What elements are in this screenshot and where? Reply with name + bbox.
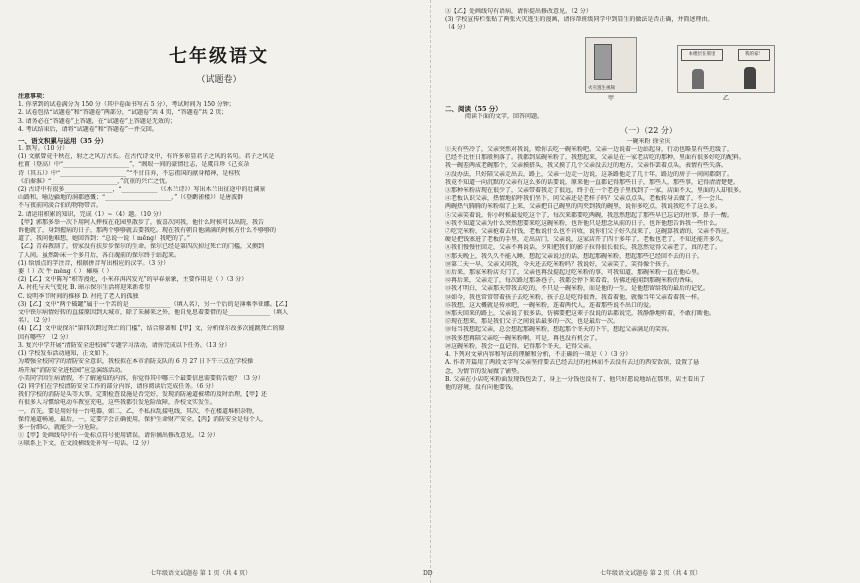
text-line: 2. 请运用积累的知识，完成（1）~（4）题。（10 分） [18, 210, 165, 218]
text-line: (2) 古诗中有很多________________，“____________（《木兰诗》）写出木兰出征途中的壮阔景 [18, 186, 266, 194]
person-icon [744, 67, 756, 89]
text-line: （4 分） [445, 24, 469, 32]
notice-list [18, 101, 420, 134]
text-line: (3)【乙】文中“两个破罐”属于一个苦的是______________（填人名），另一个后的是薄乘李亚娜。【乙】 [18, 300, 291, 308]
notice-title: 注意事项： [18, 93, 49, 100]
text-line: 道了，我问他难想，她回答到：“总说一说（ mēng）我吧的了。” [18, 235, 190, 243]
right-page [430, 0, 860, 583]
text-line: 1. 默写。（10 分） [18, 145, 69, 153]
text-line: (3) 学校宣传栏张贴了两张火灾逃生的漫画，请你帮班级同学中到显生的做法是否正确，并简述理由。 [445, 16, 714, 24]
text-line: ④老板认识父亲，热情地招呼我们坐下，问父亲还是老样子吗？父亲点点头，老板转身去做了，不一会儿， [445, 195, 728, 203]
text-line: (2) 同学们在学校清防安全工作的部分内容，请你阅读后完成任务。（6 分） [18, 382, 218, 390]
text-line: ⑯那天回来的路上，父亲说了很多话，仿佛要把这辈子没说的话都说完，我静静地听着，不敢打断他。 [445, 310, 716, 318]
text-line: (4)【乙】文中说保尔“第四次跨过死亡的门槛”，结合原著和【甲】文，分析保尔改多次能跳死亡的原 [18, 325, 285, 333]
comic-image-jia [585, 37, 637, 93]
text-line: ⑩第二天一早，父亲又问我，今天还去吃米粉吗？我说好，父亲笑了，笑得像个孩子。 [445, 260, 674, 268]
notice-item: 4. 考试结束后，请将“试题卷”和“答题卷”一并交回。 [18, 125, 158, 133]
text-line: 我一碗差两成老碗那个，父亲摸搭头，我又摸了几个父亲没去过的地方，父亲作罢着点头，表情有些失落。 [445, 162, 728, 170]
text-line: ②没办法，只好陪父亲走出去，路上，父亲一边走一边说，这条路他走了几十年，路边的房子一间间都倒了。 [445, 170, 734, 178]
text-line: 保持通道畅通，最后，一，定要学会正确使用，保护生命财产安全，【丙】消防安全是每个人， [18, 415, 268, 423]
article-title: 一碗米粉 徐全庆 [626, 137, 671, 145]
text-line: 诗（其五）》中“______________________”“不甘自弃，不忘祖国的献身精神，是桂牧 [18, 169, 241, 177]
text-line: 念，为情节的发展做了铺垫。 [445, 367, 524, 375]
text-line: 我竟不知道一向沉默的父亲有这么多的话要说，原来他一直都记得那些日子，那些人，那些事，记得清清楚楚。 [445, 178, 740, 186]
text-line: 多一份细心，就能少一分危险。 [18, 423, 103, 431]
article-body [445, 146, 852, 392]
text-line: 诉他就了，身到握病的日子，那两个够够就去要我吃。现在我有朝自他满满的时候方什么不够够的 [18, 227, 277, 235]
page-title: 七年级语文 [169, 46, 269, 67]
text-line: ③【乙】处画线句有语病，请你提出修改意见。（2 分） [445, 8, 592, 15]
text-line: ⑳这碗米粉，我会一直记得，记得那个冬天，记得父亲。 [445, 342, 596, 350]
text-line: ⑬我才明白，父亲那天带我去吃的，不只是一碗米粉，而是他的一生，是他想留给我的最后的记忆。 [445, 285, 710, 293]
text-line: 3. 复兴中学开展“清防安全进校园”专题学习活动，请你完成以下任务。（13 分） [18, 341, 231, 349]
section-heading: 二、阅读（55 分） [445, 104, 502, 113]
text-line: 《泊秦淮》“______________________，”沉重的兴亡之忧。 [18, 177, 172, 185]
image-label: 乙 [722, 94, 729, 102]
text-line: ⑥我不知道父亲为什么突然想要来吃这碗米粉，也许他只是想念从前的日子，也许他想告诉我一些什么。 [445, 219, 722, 227]
text-line: 已经不比往日那般利落了。我都到某碗米粉了，我想起来，父亲是在一家老店吃的那种，里面有很多好吃的配料。 [445, 154, 746, 162]
text-line: A. 衬托与天气变化 B. 暗示保尔生活将迎来新希望 [18, 284, 151, 292]
text-line: 为增强全校同学的清防安全意识，我校拟在本市消防支队的 6 月 27 日下午三点在学校操 [18, 358, 254, 366]
comic-image-yi [677, 45, 775, 93]
page-subtitle: （试题卷） [196, 75, 242, 85]
text-line: ⑦吃完米粉，父亲抢着去付钱，老板说什么也不肯收，说你们父子好久没来了，这碗算我请的，父亲不答应， [445, 228, 734, 236]
text-line: ⑱每当我想起父亲，总会想起那碗米粉，想起那个冬天的下午，想起父亲满足的笑容。 [445, 326, 674, 334]
notice-item: 3. 请务必在“答题卷”上答题，在“试题卷”上答题是无效的； [18, 117, 176, 125]
text-line: 我们学校的消防是头等大事，定期检查设施是否完好，发现消防通道被堵的及时治理，【甲】还 [18, 391, 268, 399]
section-heading: 一、语文积累与运用（35 分） [18, 137, 108, 146]
text-line: 杜甫（登高）中“______________________”，“阁垠一间的豪情壮志，是虞自珍《己亥杂 [18, 161, 250, 169]
reading-intro: 阅读下面的文字，回答问题。 [465, 112, 544, 120]
comic-caption: 火灾逃生视频 [588, 85, 615, 91]
text-line: 有很多人习惯给电动车教室充电，这些我都引发危险故障，乔校文实发生。 [18, 399, 217, 407]
notice-item: 2. 试卷包括“试题卷”和“答题卷”两部分，“试题卷”共 4 页，“答题卷”共 2 页； [18, 109, 228, 117]
page-footer: 七年级语文试题卷 第 1 页（共 4 页） [150, 570, 252, 577]
text-line: 山路和，喻边疆地的洞都感慨；“______________________，”（《登鹳雀楼》）是唐波群 [18, 194, 244, 202]
text-line: 他的窘境，没有向他要钱。 [445, 383, 518, 391]
text-line: ②联系上下文，在文段横线处补写一句话。（2 分） [18, 440, 153, 448]
text-line: 因有哪些？（2 分） [18, 333, 72, 341]
text-line: 【甲】郭那多举一次下用阿人摔枝在花园里散步了，彼喜次问我，他什么时候可以出院，我告 [18, 218, 265, 226]
text-line: (1) 学校发布活动通知，正文如下。 [18, 350, 113, 358]
text-line: 小美同学因生病请假，不了解通知的内容，你觉得其中哪三个最要信息需要转告她？（3 分） [18, 374, 264, 382]
text-line: C. 说明季节时间的推移 D. 衬托了老人的孤独 [18, 292, 139, 300]
text-line: ①【甲】处画线句中有一处标点符号使用错误，请你摘出修改意见。（2 分） [18, 432, 219, 440]
text-line: 两碗热气腾腾的米粉端了上来，父亲把自己碗里的肉夹到我的碗里，说你多吃点，我说我吃不了这么多。 [445, 203, 722, 211]
text-line: 场开展“消防安全进校园”应急演练活动。 [18, 366, 127, 374]
page-footer: 七年级语文试题卷 第 2 页（共 4 页） [600, 570, 702, 577]
text-line: 【乙】青春教制了，傍家没有扶步步保尔的生命。保尔已经是第四次掉过死亡的门槛，又侧到 [18, 243, 265, 251]
speech-bubble: 本楼层在那里 [681, 49, 723, 61]
notice-item: 1. 你拿到的试卷满分为 150 分（其中卷面书写占 5 分），考试时间为 150 分钟； [18, 101, 235, 109]
text-line: 了人间。虽然卧床一个多月后，各白魂前的保尔终于站起来。 [18, 251, 181, 259]
text-line: ⑤父亲笑着说，你小时候最爱吃这个了，每次来都要吃两碗，我忽然想起了那些早已忘记的往事，鼻子一酸。 [445, 211, 734, 219]
question-text-block [445, 8, 852, 33]
text-line: (2)【乙】文中陈写“积等漫化，小米祥洱闪发光”的早春景象，主要作用是（ ）（3 分） [18, 276, 248, 284]
text-line: (1) 给加点的字注音，根据拼音写出相应的汉字。（3 分） [18, 259, 170, 267]
speech-bubble: 我的家！ [738, 49, 770, 61]
comic-images [585, 37, 852, 102]
text-line: ①天有些冷了，父亲突然对我说，赊你去吃一碗米粉吧。父亲一边说着一边站起身，行动也略显有些迟缓了， [445, 146, 734, 154]
building-icon [594, 44, 612, 80]
text-line: 4. 下列对文章内容和写法的理解和分析，不正确的一项是（ ）（3 分） [445, 351, 632, 359]
text-line: 硬是把钱塞进了老板的手里，走出店门，父亲说，这家店开了四十多年了，老板也老了，不知还能开多久。 [445, 236, 728, 244]
text-line: B. 父亲在小店吃米粉面发现钱包丢了，身上一分钱也没有了，他只好愿说地站在那里，店主看出了 [445, 375, 706, 383]
text-line: ⑮我想，这大概就是传承吧，一碗米粉，连着两代人，连着那些说不出口的爱。 [445, 301, 656, 309]
text-line: 一，首先，要是用好每一台电器，如二，乙，不私拉乱接电线，其次，不在楼道堆积杂物， [18, 407, 259, 415]
text-line: A. 作者开篇用了两段文字写父亲坚持要去已经去过的杜林而不去没有去过的西安饭馆，设置了悬 [445, 359, 700, 367]
text-line: ⑫再后来，父亲走了，每次路过那条巷子，我都会停下来看看，仿佛还能闻到那碗米粉的香味。 [445, 277, 698, 285]
text-line: 萎（ ）次 牛 měng（ ） 瘫痪（ ） [18, 268, 113, 276]
image-label: 甲 [607, 94, 614, 102]
text-line: 文中铁尔病情好转的直接原因到大城市，除了朱赫来之外，他自免思着要借的是______________（填人 [18, 309, 289, 317]
text-line: ⑭如今，我也常常带着孩子去吃米粉，孩子总是吃得很香，我看着他，就像当年父亲看着我一样。 [445, 293, 704, 301]
text-line: ⑨那天晚上，我久久不能入睡，想起父亲说过的话，想起那碗米粉，想起那些已经回不去的日子。 [445, 252, 704, 260]
person-icon [692, 69, 704, 89]
question-text-block [18, 145, 420, 449]
text-line: ⑰现在想来，那是我们父子之间说话最多的一次，也是最后一次。 [445, 318, 620, 326]
text-line: ⑲我多想再陪父亲吃一碗米粉啊，可是，再也没有机会了。 [445, 334, 602, 342]
center-mark: DD [423, 570, 433, 577]
text-line: 名）。（2 分） [18, 317, 54, 325]
text-line: (1) 文献曾竟千秋在，射之之风万古长。在古代诗文中，有许多彰显君子之风的名句。君子之风是 [18, 153, 275, 161]
text-line: ⑧我们慢慢往回走，父亲不再说话，夕阳把我们的影子拉得很长很长，我忽然觉得父亲老了，真的老了。 [445, 244, 722, 252]
text-line: ⑪后来，那家米粉店关门了，父亲也再没提起过吃米粉的事，可我知道，那碗米粉一直在他心里。 [445, 269, 704, 277]
part-title: （一）（22 分） [620, 125, 677, 135]
text-line: 不与夜前同淡合伯的物物带音。 [18, 202, 103, 210]
text-line: ③那种米粉店现在很少了，父亲带着我走了很远，终于在一个老巷子里找到了一家，店面不大，里面的人却很多。 [445, 187, 746, 195]
